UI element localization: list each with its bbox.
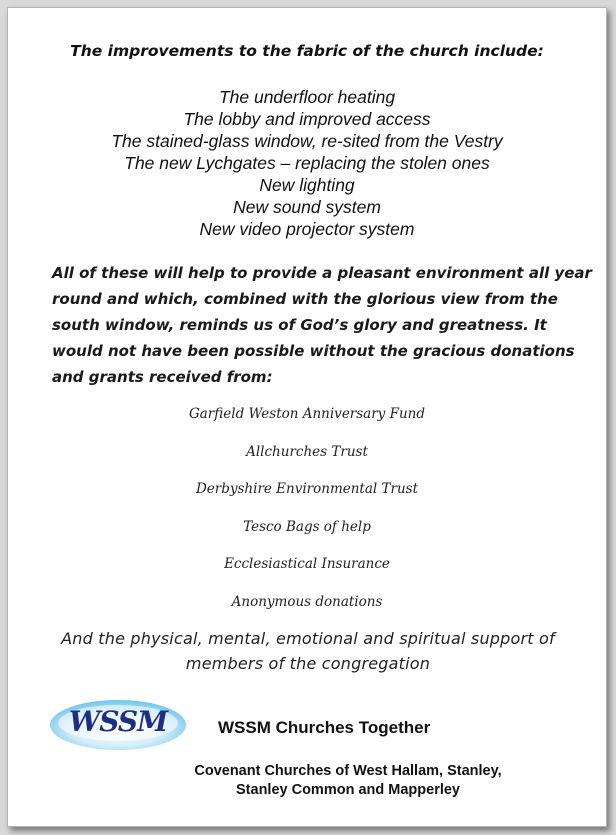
improvement-item: New video projector system <box>199 219 415 239</box>
improvement-item: The stained-glass window, re-sited from the Vestry <box>111 131 503 151</box>
org-subtitle-line: Stanley Common and Mapperley <box>236 782 460 798</box>
improvement-item: The lobby and improved access <box>183 109 431 129</box>
wssm-logo <box>48 697 188 751</box>
improvement-item: New lighting <box>259 175 355 195</box>
funder-item: Garfield Weston Anniversary Fund <box>188 406 426 422</box>
funder-item: Derbyshire Environmental Trust <box>195 481 419 497</box>
flyer-page <box>7 7 607 827</box>
org-subtitle-line: Covenant Churches of West Hallam, Stanley, <box>194 763 502 779</box>
improvement-item: The new Lychgates – replacing the stolen ones <box>124 153 490 173</box>
improvement-item: New sound system <box>233 197 381 217</box>
paragraph-line: round and which, combined with the glorious view from the <box>52 290 558 308</box>
page-heading: The improvements to the fabric of the church include: <box>70 42 544 60</box>
funder-item: Allchurches Trust <box>246 443 368 460</box>
funders-list <box>8 396 606 621</box>
paragraph-line: All of these will help to provide a pleasant environment all year <box>52 264 592 282</box>
funder-item: Anonymous donations <box>231 593 383 610</box>
improvement-item: The underfloor heating <box>218 87 396 107</box>
improvements-list <box>8 86 606 240</box>
support-statement <box>48 626 568 676</box>
support-line: And the physical, mental, emotional and spiritual support of <box>61 629 555 648</box>
logo-wordmark: WSSM <box>68 705 168 738</box>
support-line: members of the congregation <box>185 654 431 673</box>
funder-item: Ecclesiastical Insurance <box>224 556 390 572</box>
paragraph-line: south window, reminds us of God’s glory and greatness. It <box>52 316 547 334</box>
thanks-paragraph <box>52 260 592 390</box>
funder-item: Tesco Bags of help <box>243 518 371 535</box>
org-name: WSSM Churches Together <box>218 718 431 737</box>
paragraph-line: would not have been possible without the gracious donations <box>52 342 575 360</box>
org-subtitle <box>148 762 548 800</box>
paragraph-line: and grants received from: <box>52 368 273 386</box>
